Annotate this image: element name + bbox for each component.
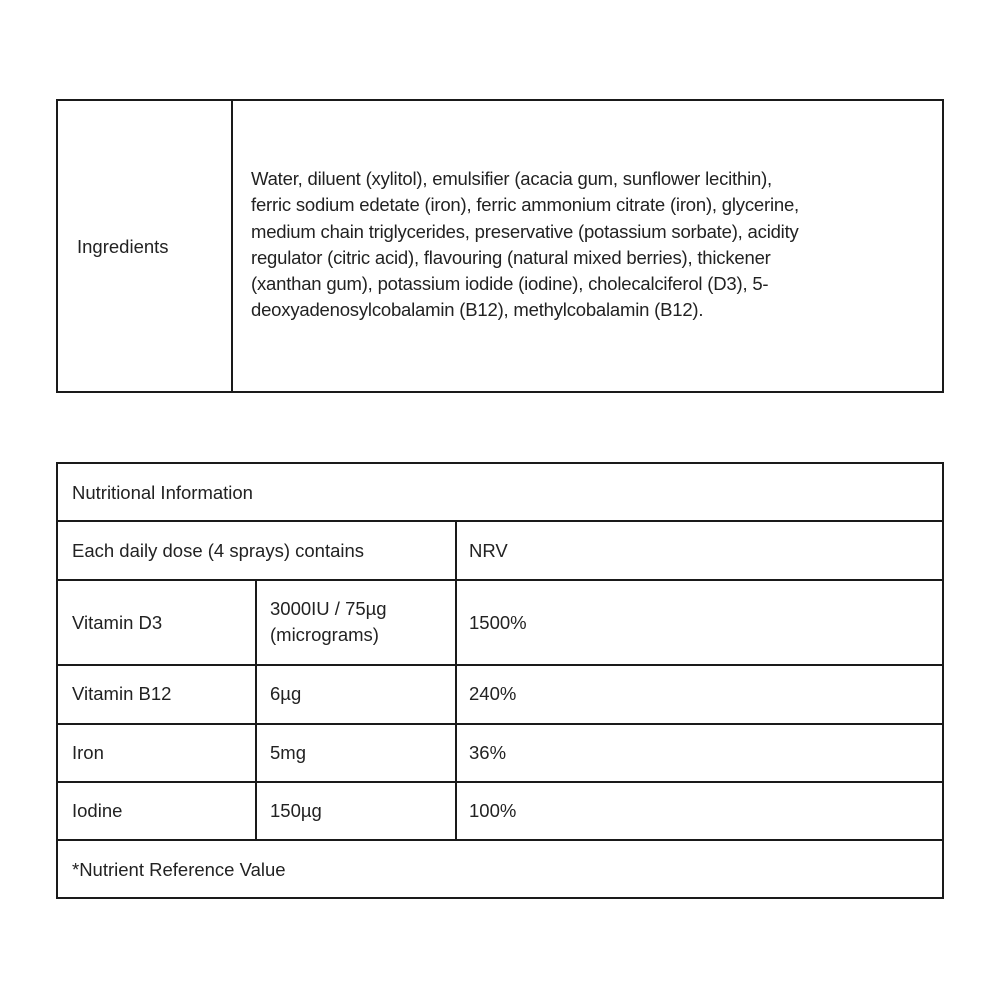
nutrient-nrv: 1500% (469, 612, 527, 633)
row-divider (56, 664, 944, 666)
row-divider (56, 781, 944, 783)
nutrient-amount: (micrograms) (270, 624, 379, 645)
nrv-header: NRV (469, 540, 508, 561)
nutrient-name: Vitamin D3 (72, 612, 163, 633)
ingredients-line: medium chain triglycerides, preservative (potassium sorbate), acidity (251, 220, 799, 242)
ingredients-label: Ingredients (77, 236, 169, 257)
nutrient-nrv: 36% (469, 742, 507, 763)
ingredients-text (251, 166, 931, 324)
nutrient-nrv: 100% (469, 800, 517, 821)
row-divider (56, 723, 944, 725)
ingredients-line: (xanthan gum), potassium iodide (iodine), cholecalciferol (D3), 5- (251, 273, 769, 295)
ingredients-line: regulator (citric acid), flavouring (natural mixed berries), thickener (251, 246, 771, 268)
nutrient-amount: 150µg (270, 800, 322, 821)
nutrient-nrv: 240% (469, 683, 517, 704)
row-divider (56, 520, 944, 522)
nutrient-amount: 5mg (270, 742, 306, 763)
nutrient-amount: 6µg (270, 683, 302, 704)
row-divider (56, 839, 944, 841)
row-divider (56, 579, 944, 581)
nutrient-name: Iodine (72, 800, 123, 821)
ingredients-divider (231, 99, 233, 393)
footnote: *Nutrient Reference Value (72, 859, 286, 880)
column-divider (255, 579, 257, 841)
nutrition-title: Nutritional Information (72, 482, 253, 503)
ingredients-line: ferric sodium edetate (iron), ferric ammonium citrate (iron), glycerine, (251, 194, 799, 216)
nutrient-amount: 3000IU / 75µg (270, 598, 387, 619)
ingredients-line: deoxyadenosylcobalamin (B12), methylcobalamin (B12). (251, 299, 704, 321)
column-divider (455, 520, 457, 841)
dose-header: Each daily dose (4 sprays) contains (72, 540, 365, 561)
nutrient-name: Iron (72, 742, 104, 763)
ingredients-line: Water, diluent (xylitol), emulsifier (acacia gum, sunflower lecithin), (251, 168, 772, 189)
nutrient-name: Vitamin B12 (72, 683, 172, 704)
